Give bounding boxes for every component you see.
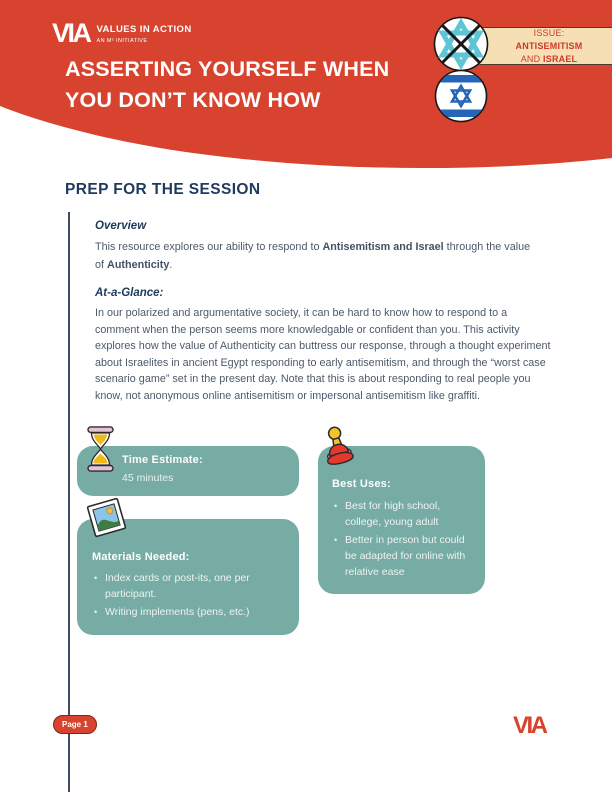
overview-bold-value: Authenticity bbox=[107, 258, 170, 271]
time-estimate-value: 45 minutes bbox=[122, 472, 174, 484]
left-rule-line bbox=[68, 212, 70, 792]
crossed-star-of-david-icon bbox=[435, 18, 488, 71]
best-uses-title: Best Uses: bbox=[332, 478, 391, 490]
page-title bbox=[65, 54, 389, 116]
best-uses-list bbox=[332, 498, 476, 582]
at-a-glance-label: At-a-Glance: bbox=[95, 287, 164, 299]
page-title-line2: YOU DON’T KNOW HOW bbox=[65, 88, 321, 112]
logo-subtagline: AN M² INITIATIVE bbox=[96, 37, 148, 44]
materials-title: Materials Needed: bbox=[92, 551, 190, 563]
issue-badge-topic2: ISRAEL bbox=[543, 53, 578, 64]
list-item: • Best for high school, college, young adult bbox=[332, 498, 476, 530]
hourglass-icon bbox=[87, 426, 114, 472]
via-logo bbox=[52, 18, 192, 48]
issue-badge-prefix: ISSUE: bbox=[533, 27, 565, 38]
overview-text: This resource explores our ability to respond to Antisemitism and Israel through the value of Authenticity. bbox=[95, 241, 531, 271]
issue-badge-topic: ANTISEMITISM bbox=[515, 40, 583, 51]
logo-tagline: VALUES IN ACTION bbox=[96, 24, 192, 35]
materials-needed-box bbox=[77, 519, 299, 635]
list-item: • Better in person but could be adapted for online with relative ease bbox=[332, 532, 476, 580]
issue-badge-conj: AND bbox=[520, 53, 544, 64]
page-number-badge: Page 1 bbox=[53, 715, 97, 734]
overview-label: Overview bbox=[95, 220, 147, 232]
at-a-glance-text: In our polarized and argumentative society, it can be hard to know how to respond to a comment when the person seems more knowledgable or confident than you. This activity explores how the value of Authenticity can buttress our response, through a thought experiment about Israelites in ancient Egypt responding to early antisemitism, and through the “worst case scenario game” set in the present day. Note that this is about responding to real people you know, not anonymous online antisemitism or impersonal antisemitism like graffiti. bbox=[95, 307, 551, 402]
via-logo-mark: VIA bbox=[52, 18, 90, 48]
overview-bold-topic: Antisemitism and Israel bbox=[322, 241, 444, 253]
time-estimate-title: Time Estimate: bbox=[122, 454, 203, 466]
israel-flag-icon bbox=[434, 71, 488, 122]
materials-list bbox=[92, 570, 292, 622]
footer-via-logo: VIA bbox=[513, 712, 546, 739]
issue-badge bbox=[478, 27, 612, 65]
list-item: • Writing implements (pens, etc.) bbox=[92, 604, 292, 620]
issue-icons bbox=[428, 15, 494, 123]
best-uses-box bbox=[318, 446, 485, 594]
list-item: • Index cards or post-its, one per participant. bbox=[92, 570, 292, 602]
page-title-line1: ASSERTING YOURSELF WHEN bbox=[65, 57, 390, 81]
section-heading: PREP FOR THE SESSION bbox=[65, 181, 261, 198]
